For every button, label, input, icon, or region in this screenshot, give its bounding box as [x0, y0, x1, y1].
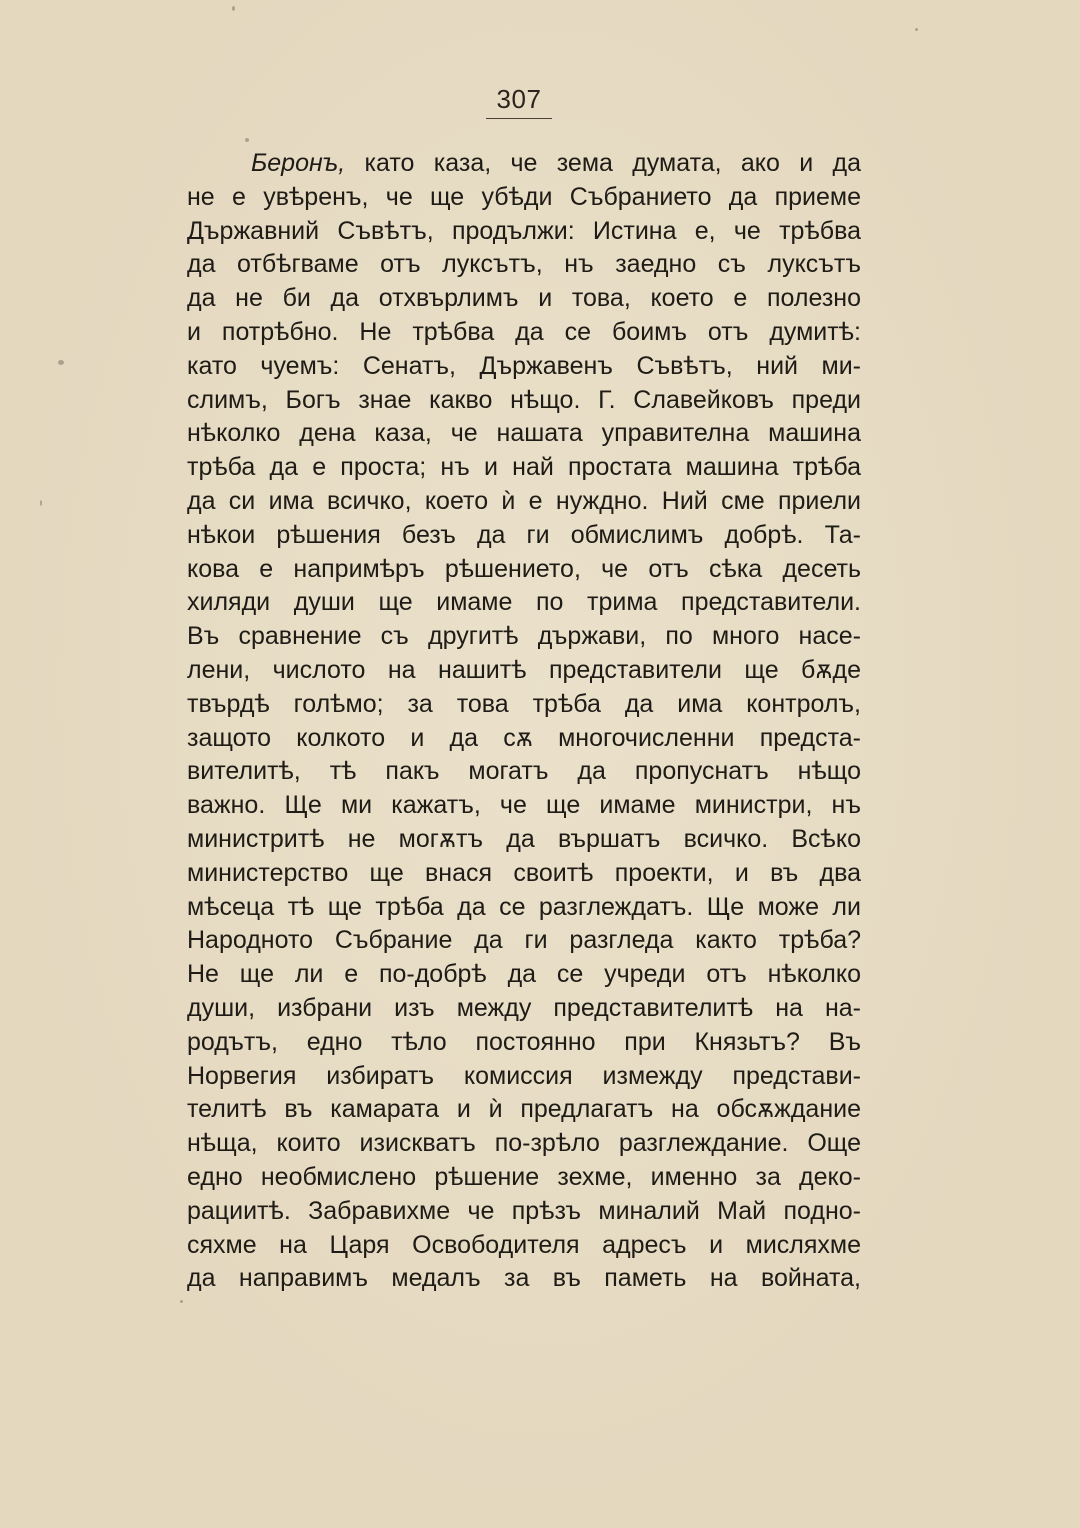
line-text: лени, числото на нашитѣ представители ще бѫде: [187, 655, 861, 684]
text-line: [187, 992, 861, 1026]
text-line: [187, 282, 861, 316]
text-line: [187, 1195, 861, 1229]
text-line: [187, 1060, 861, 1094]
line-text: нѣколко дена каза, че нашата управителна машина: [187, 419, 861, 448]
line-text: трѣба да е проста; нъ и най простата машина трѣба: [187, 453, 861, 482]
line-text: души, избрани изъ между представителитѣ на на-: [187, 993, 861, 1022]
paper-speck: [180, 1300, 183, 1303]
line-text: нѣща, които изискватъ по-зрѣло разглеждание. Още: [187, 1129, 861, 1158]
line-text: кова е напримѣръ рѣшението, че отъ сѣка десеть: [187, 554, 861, 583]
line-text: нѣкои рѣшения безъ да ги обмислимъ добрѣ. Та-: [187, 520, 861, 549]
text-line: [187, 823, 861, 857]
body-text: [187, 147, 861, 1296]
text-line: [187, 181, 861, 215]
page-number: 307: [496, 84, 542, 114]
line-text: защото колкото и да сѫ многочисленни предста-: [187, 723, 861, 752]
text-line: [187, 722, 861, 756]
line-text: не е увѣренъ, че ще убѣди Събранието да приеме: [187, 182, 861, 211]
line-text: хиляди души ще имаме по трима представители.: [187, 588, 861, 617]
text-line: [187, 891, 861, 925]
text-line: [187, 688, 861, 722]
line-text: министритѣ не могѫтъ да вършатъ всичко. Всѣко: [187, 824, 861, 853]
line-text: Държавний Съвѣтъ, продължи: Истина е, че трѣбва: [187, 216, 861, 245]
line-text: като чуемъ: Сенатъ, Държавенъ Съвѣтъ, ний ми-: [187, 351, 861, 380]
text-line: [187, 857, 861, 891]
text-line: [187, 755, 861, 789]
line-text: мѣсеца тѣ ще трѣба да се разглеждатъ. Ще може ли: [187, 892, 861, 921]
text-line: [187, 1093, 861, 1127]
text-line: [187, 1127, 861, 1161]
text-line: [187, 1229, 861, 1263]
paper-speck: [915, 28, 918, 31]
page-number-underline: [486, 118, 552, 119]
text-line: [187, 1026, 861, 1060]
line-text: важно. Ще ми кажатъ, че ще имаме министри, нъ: [187, 791, 861, 820]
text-line: [187, 215, 861, 249]
line-text: и потрѣбно. Не трѣбва да се боимъ отъ думитѣ:: [187, 317, 861, 346]
line-text: родътъ, едно тѣло постоянно при Князьтъ? Въ: [187, 1027, 861, 1056]
text-line: [187, 654, 861, 688]
line-text: министерство ще внася своитѣ проекти, и въ два: [187, 858, 861, 887]
text-line: [187, 553, 861, 587]
text-line: [187, 789, 861, 823]
line-text: сяхме на Царя Освободителя адресъ и мисляхме: [187, 1230, 861, 1259]
text-line: [187, 1262, 861, 1296]
text-line: [187, 316, 861, 350]
text-line: [187, 519, 861, 553]
line-text: Норвегия избиратъ комиссия измежду представи-: [187, 1061, 861, 1090]
line-text: вителитѣ, тѣ пакъ могатъ да пропуснатъ нѣщо: [187, 757, 861, 786]
text-line: [187, 586, 861, 620]
line-text: да направимъ медалъ за въ паметь на войната,: [187, 1264, 861, 1293]
line-text: едно необмислено рѣшение зехме, именно за деко-: [187, 1162, 861, 1191]
text-line: [187, 924, 861, 958]
text-line: [187, 384, 861, 418]
text-line: [187, 1161, 861, 1195]
line-text: Народното Събрание да ги разгледа както трѣба?: [187, 926, 861, 955]
line-text: да си има всичко, което ѝ е нуждно. Ний сме приели: [187, 486, 861, 515]
text-line: [187, 147, 861, 181]
paper-speck: [58, 360, 64, 365]
line-text: Въ сравнение съ другитѣ държави, по много насе-: [187, 622, 861, 651]
paper-speck: [40, 500, 42, 506]
text-line: [187, 350, 861, 384]
line-text: рациитѣ. Забравихме че прѣзъ миналий Май подно-: [187, 1196, 861, 1225]
paper-speck: [232, 6, 235, 11]
text-line: [187, 620, 861, 654]
line-text: да отбѣгваме отъ луксътъ, нъ заедно съ луксътъ: [187, 250, 861, 279]
text-line: [187, 485, 861, 519]
line-text: да не би да отхвърлимъ и това, което е полезно: [187, 284, 861, 313]
paper-speck: [245, 138, 249, 142]
line-text: слимъ, Богъ знае какво нѣщо. Г. Славейковъ преди: [187, 385, 861, 414]
text-line: [187, 451, 861, 485]
line-text: твърдѣ голѣмо; за това трѣба да има контролъ,: [187, 689, 861, 718]
line-text: Не ще ли е по-добрѣ да се учреди отъ нѣколко: [187, 960, 861, 989]
speaker-name: Беронъ,: [251, 149, 346, 177]
line-text: телитѣ въ камарата и ѝ предлагатъ на обсѫждание: [187, 1095, 861, 1124]
text-line: [187, 958, 861, 992]
line-text: като каза, че зема думата, ако и да: [345, 149, 861, 177]
text-line: [187, 248, 861, 282]
text-line: [187, 417, 861, 451]
